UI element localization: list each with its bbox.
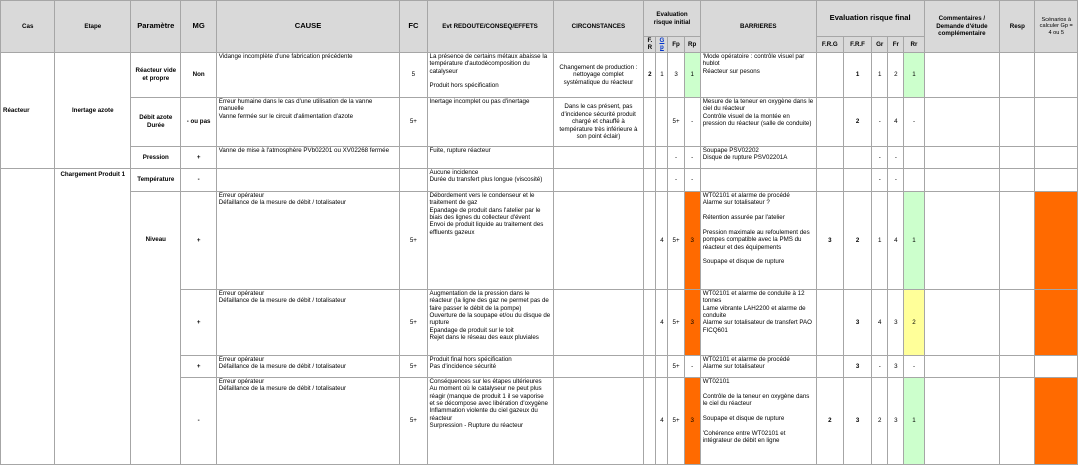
gp-cell: 4 [656, 191, 668, 289]
col-etape: Etape [55, 1, 131, 53]
rr-cell [904, 168, 924, 191]
circonstances-cell [553, 168, 644, 191]
commentaires-cell [924, 191, 1000, 289]
cause-cell: Erreur opérateur Défaillance de la mesure de débit / totalisateur [216, 191, 400, 289]
col-mg: MG [181, 1, 216, 53]
commentaires-cell [924, 146, 1000, 168]
fr2-cell: 3 [888, 377, 904, 464]
barrieres-cell: WT02101 et alarme de procédé Alarme sur totalisateur ? Rétention assurée par l'atelier Pression maximale au refoulement des pompes compatible avec la PMS du réacteur et des équipements Soupape et disque de rupture [700, 191, 816, 289]
col-eval-final: Evaluation risque final [816, 1, 924, 37]
col-commentaires: Commentaires / Demande d'étude complémentaire [924, 1, 1000, 53]
mg-cell: + [181, 146, 216, 168]
etape-cell: Inertage azote [55, 52, 131, 168]
col-evt: Evt REDOUTE/CONSEQ/EFFETS [427, 1, 553, 53]
header-row [1, 1, 1078, 37]
col-frf: F.R.F [843, 37, 871, 53]
gp-cell [656, 168, 668, 191]
circonstances-cell [553, 191, 644, 289]
scenario-cell [1035, 191, 1078, 289]
mg-cell: + [181, 191, 216, 289]
evt-cell: Inertage incomplet ou pas d'inertage [427, 97, 553, 146]
col-rr: Rr [904, 37, 924, 53]
scenario-cell [1035, 97, 1078, 146]
frf-cell: 3 [843, 289, 871, 355]
fp-cell: 5+ [668, 355, 684, 377]
circonstances-cell [553, 355, 644, 377]
frg-cell [816, 146, 843, 168]
commentaires-cell [924, 377, 1000, 464]
frf-cell [843, 168, 871, 191]
fc-cell: 5+ [400, 377, 427, 464]
frg-cell [816, 97, 843, 146]
fr2-cell: 3 [888, 355, 904, 377]
barrieres-cell: 'Mode opératoire : contrôle visuel par hublot Réacteur sur pesons [700, 52, 816, 97]
evt-cell: Fuite, rupture réacteur [427, 146, 553, 168]
fr-cell [644, 97, 656, 146]
frg-cell [816, 52, 843, 97]
frf-cell: 3 [843, 355, 871, 377]
commentaires-cell [924, 168, 1000, 191]
etape-cell: Chargement Produit 1 [55, 168, 131, 464]
resp-cell [1000, 146, 1035, 168]
evt-cell: Produit final hors spécification Pas d'incidence sécurité [427, 355, 553, 377]
scenario-cell [1035, 146, 1078, 168]
fr2-cell: 2 [888, 52, 904, 97]
fr-cell: 2 [644, 52, 656, 97]
gr-cell: 1 [872, 191, 888, 289]
col-scenarios: Scénarios à calculer Gp = 4 ou 5 [1035, 1, 1078, 53]
gr-cell: 2 [872, 377, 888, 464]
mg-cell: - [181, 168, 216, 191]
mg-cell: + [181, 289, 216, 355]
resp-cell [1000, 168, 1035, 191]
cause-cell: Erreur opérateur Défaillance de la mesure de débit / totalisateur [216, 377, 400, 464]
evt-cell: Conséquences sur les étapes ultérieures Au moment où le catalyseur ne peut plus réagir (manque de produit 1 il se vaporise et se décompose avec libération d'oxygène Inflammation violente du ciel gazeux du réacteur Surpression - Rupture du réacteur [427, 377, 553, 464]
rr-cell: 1 [904, 52, 924, 97]
col-gp: Gp [656, 37, 668, 53]
parametre-cell: Niveau [131, 191, 181, 464]
frg-cell [816, 289, 843, 355]
cause-cell: Erreur opérateur Défaillance de la mesure de débit / totalisateur [216, 289, 400, 355]
fr2-cell: 3 [888, 289, 904, 355]
mg-cell: + [181, 355, 216, 377]
fp-cell: - [668, 168, 684, 191]
evt-cell: Augmentation de la pression dans le réacteur (la ligne des gaz ne permet pas de faire passer le débit de la pompe) Ouverture de la soupape et/ou du disque de rupture Epandage de produit sur le toit Rejet dans le réseau des eaux pluviales [427, 289, 553, 355]
fr-cell [644, 377, 656, 464]
gr-cell: - [872, 97, 888, 146]
frf-cell: 3 [843, 377, 871, 464]
rp-cell: 3 [684, 191, 700, 289]
cause-cell: Erreur opérateur Défaillance de la mesure de débit / totalisateur [216, 355, 400, 377]
rr-cell: - [904, 97, 924, 146]
fc-cell: 5+ [400, 289, 427, 355]
gr-cell: 1 [872, 52, 888, 97]
frg-cell [816, 355, 843, 377]
barrieres-cell: WT02101 et alarme de conduite à 12 tonnes Lame vibrante LAH2200 et alarme de conduite Alarme sur totalisateur de transfert PAO FICQ601 [700, 289, 816, 355]
barrieres-cell [700, 168, 816, 191]
frf-cell: 1 [843, 52, 871, 97]
circonstances-cell: Changement de production : nettoyage complet systématique du réacteur [553, 52, 644, 97]
col-fp: Fp [668, 37, 684, 53]
gr-cell: - [872, 355, 888, 377]
rp-cell: 1 [684, 52, 700, 97]
frf-cell: 2 [843, 191, 871, 289]
cas-cell [1, 168, 55, 464]
frg-cell [816, 168, 843, 191]
fc-cell: 5+ [400, 355, 427, 377]
gp-cell: 4 [656, 289, 668, 355]
scenario-cell [1035, 52, 1078, 97]
fc-cell: 5+ [400, 97, 427, 146]
fr2-cell: 4 [888, 97, 904, 146]
rp-cell: - [684, 168, 700, 191]
commentaires-cell [924, 52, 1000, 97]
parametre-cell: Pression [131, 146, 181, 168]
col-cas: Cas [1, 1, 55, 53]
commentaires-cell [924, 97, 1000, 146]
fc-cell [400, 146, 427, 168]
parametre-cell: Débit azote Durée [131, 97, 181, 146]
gp-cell [656, 355, 668, 377]
commentaires-cell [924, 289, 1000, 355]
evt-cell: Aucune incidence Durée du transfert plus longue (viscosité) [427, 168, 553, 191]
col-circonstances: CIRCONSTANCES [553, 1, 644, 53]
fr-cell [644, 289, 656, 355]
cause-cell: Vanne de mise à l'atmosphère PVb02201 ou XV02268 fermée [216, 146, 400, 168]
frf-cell: 2 [843, 97, 871, 146]
col-resp: Resp [1000, 1, 1035, 53]
mg-cell: Non [181, 52, 216, 97]
fr2-cell: - [888, 168, 904, 191]
fp-cell: 3 [668, 52, 684, 97]
gr-cell: - [872, 168, 888, 191]
rp-cell: 3 [684, 289, 700, 355]
mg-cell: - ou pas [181, 97, 216, 146]
col-parametre: Paramètre [131, 1, 181, 53]
gp-cell [656, 146, 668, 168]
rp-cell: 3 [684, 377, 700, 464]
resp-cell [1000, 52, 1035, 97]
col-gr: Gr [872, 37, 888, 53]
fr-cell [644, 191, 656, 289]
frg-cell: 2 [816, 377, 843, 464]
fp-cell: 5+ [668, 191, 684, 289]
scenario-cell [1035, 377, 1078, 464]
rr-cell: - [904, 355, 924, 377]
fc-cell [400, 168, 427, 191]
scenario-cell [1035, 355, 1078, 377]
rr-cell [904, 146, 924, 168]
fp-cell: 5+ [668, 289, 684, 355]
commentaires-cell [924, 355, 1000, 377]
barrieres-cell: Soupape PSV02202 Disque de rupture PSV02201A [700, 146, 816, 168]
rp-cell: - [684, 146, 700, 168]
table-row [1, 168, 1078, 191]
col-fr: F.R [644, 37, 656, 53]
cause-cell: Erreur humaine dans le cas d'une utilisation de la vanne manuelle Vanne fermée sur le circuit d'alimentation d'azote [216, 97, 400, 146]
fr2-cell: 4 [888, 191, 904, 289]
barrieres-cell: WT02101 Contrôle de la teneur en oxygène dans le ciel du réacteur Soupape et disque de rupture 'Cohérence entre WT02101 et intégrateur de débit en ligne [700, 377, 816, 464]
rr-cell: 1 [904, 377, 924, 464]
table-row [1, 191, 1078, 289]
fr-cell [644, 146, 656, 168]
frg-cell: 3 [816, 191, 843, 289]
fp-cell: 5+ [668, 377, 684, 464]
mg-cell: - [181, 377, 216, 464]
col-rp: Rp [684, 37, 700, 53]
resp-cell [1000, 97, 1035, 146]
circonstances-cell [553, 377, 644, 464]
parametre-cell: Température [131, 168, 181, 191]
col-fc: FC [400, 1, 427, 53]
evt-cell: La présence de certains métaux abaisse la température d'autodécomposition du catalyseur Produit hors spécification [427, 52, 553, 97]
parametre-cell: Réacteur vide et propre [131, 52, 181, 97]
fp-cell: 5+ [668, 97, 684, 146]
table-row [1, 52, 1078, 97]
fp-cell: - [668, 146, 684, 168]
fc-cell: 5+ [400, 191, 427, 289]
col-cause: CAUSE [216, 1, 400, 53]
rp-cell: - [684, 355, 700, 377]
fr2-cell: - [888, 146, 904, 168]
cas-cell: Réacteur [1, 52, 55, 168]
cause-cell [216, 168, 400, 191]
resp-cell [1000, 377, 1035, 464]
barrieres-cell: Mesure de la teneur en oxygène dans le ciel du réacteur Contrôle visuel de la montée en pression du réacteur (salle de conduite) [700, 97, 816, 146]
col-fr2: Fr [888, 37, 904, 53]
rp-cell: - [684, 97, 700, 146]
scenario-cell [1035, 168, 1078, 191]
gp-cell: 4 [656, 377, 668, 464]
table-row [1, 146, 1078, 168]
fr-cell [644, 168, 656, 191]
col-barrieres: BARRIERES [700, 1, 816, 53]
gp-cell: 1 [656, 52, 668, 97]
gr-cell: - [872, 146, 888, 168]
fc-cell: 5 [400, 52, 427, 97]
rr-cell: 1 [904, 191, 924, 289]
resp-cell [1000, 289, 1035, 355]
circonstances-cell [553, 146, 644, 168]
gp-cell [656, 97, 668, 146]
resp-cell [1000, 355, 1035, 377]
frf-cell [843, 146, 871, 168]
cause-cell: Vidange incomplète d'une fabrication précédente [216, 52, 400, 97]
circonstances-cell [553, 289, 644, 355]
resp-cell [1000, 191, 1035, 289]
circonstances-cell: Dans le cas présent, pas d'incidence sécurité produit chargé et chauffé à température très inférieure à son point éclair) [553, 97, 644, 146]
gr-cell: 4 [872, 289, 888, 355]
col-frg: F.R.G [816, 37, 843, 53]
col-eval-initial: Evaluation risque initial [644, 1, 700, 37]
barrieres-cell: WT02101 et alarme de procédé Alarme sur totalisateur [700, 355, 816, 377]
table-row [1, 97, 1078, 146]
rr-cell: 2 [904, 289, 924, 355]
evt-cell: Débordement vers le condenseur et le traitement de gaz Epandage de produit dans l'atelier par le biais des lignes du collecteur d'évent Envoi de produit liquide au traitement des effluents gazeux [427, 191, 553, 289]
scenario-cell [1035, 289, 1078, 355]
fr-cell [644, 355, 656, 377]
